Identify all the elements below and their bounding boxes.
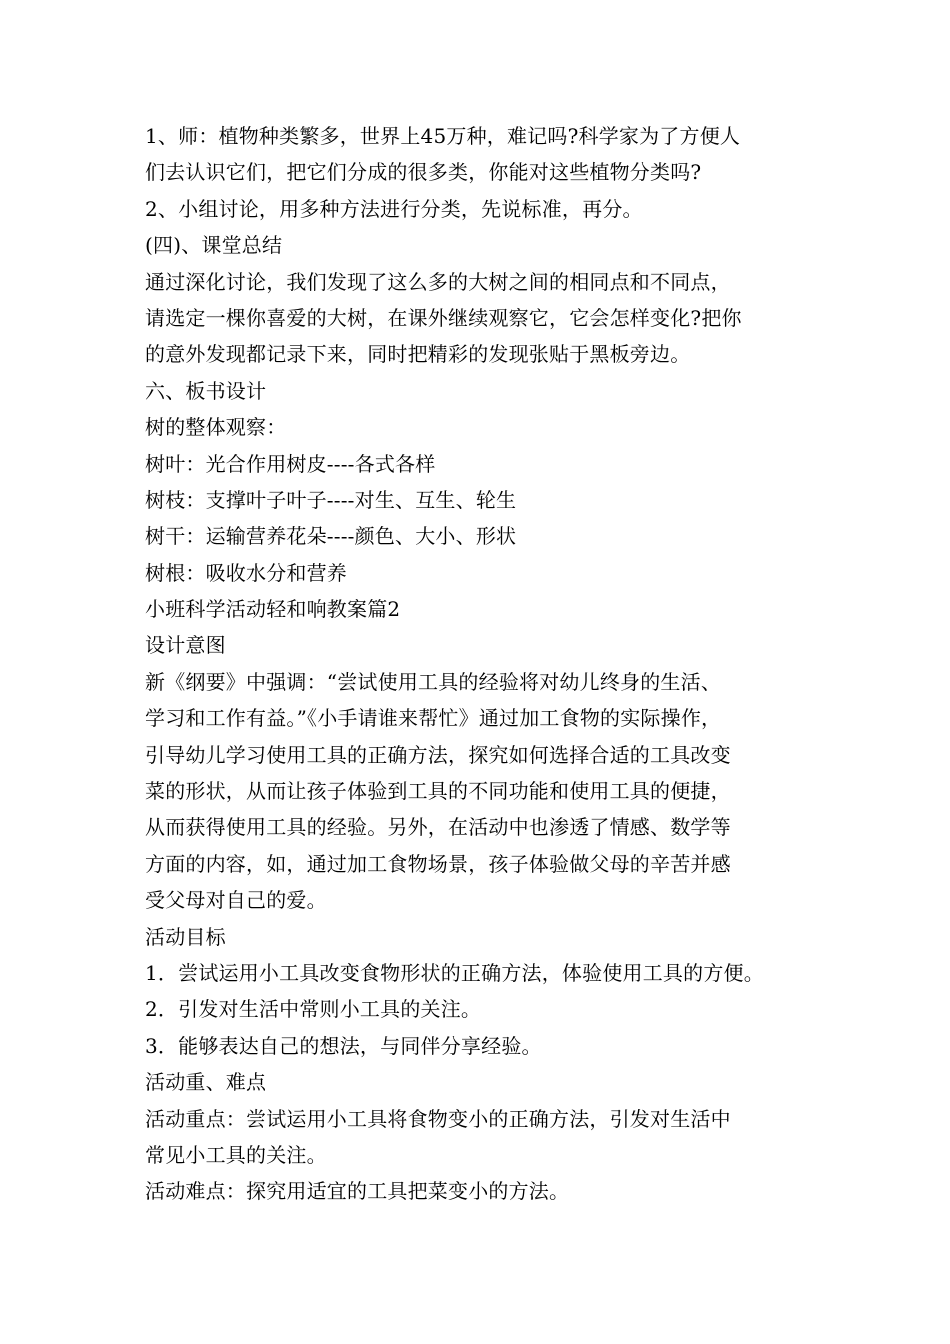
text-line: 菜的形状，从而让孩子体验到工具的不同功能和使用工具的便捷， (145, 779, 731, 804)
section-heading: (四)、课堂总结 (145, 233, 283, 258)
section-heading: 活动重、难点 (145, 1070, 267, 1095)
text-line: 学习和工作有益。”《小手请谁来帮忙》通过加工食物的实际操作， (145, 706, 722, 731)
text-line: 1、师：植物种类繁多，世界上45万种，难记吗?科学家为了方便人 (145, 124, 741, 148)
text-line: 常见小工具的关注。 (145, 1142, 327, 1167)
text-line: 从而获得使用工具的经验。另外，在活动中也渗透了情感、数学等 (145, 815, 731, 840)
text-line: 新《纲要》中强调：“尝试使用工具的经验将对幼儿终身的生活、 (145, 669, 722, 694)
text-line: 树的整体观察： (145, 415, 287, 440)
text-line: 树枝：支撑叶子叶子----对生、互生、轮生 (145, 487, 517, 512)
text-line: 方面的内容，如，通过加工食物场景，孩子体验做父母的辛苦并感 (145, 851, 731, 876)
text-line: 2．引发对生活中常则小工具的关注。 (145, 997, 482, 1022)
text-line: 2、小组讨论，用多种方法进行分类，先说标准，再分。 (145, 196, 643, 221)
section-heading: 小班科学活动轻和响教案篇2 (145, 597, 401, 622)
text-line: 活动重点：尝试运用小工具将食物变小的正确方法，引发对生活中 (145, 1106, 731, 1131)
text-line: 请选定一棵你喜爱的大树，在课外继续观察它，它会怎样变化?把你 (145, 305, 742, 330)
text-line: 受父母对自己的爱。 (145, 888, 327, 913)
text-line: 树叶：光合作用树皮----各式各样 (145, 451, 436, 476)
text-line: 树干：运输营养花朵----颜色、大小、形状 (145, 524, 517, 549)
document-body (145, 118, 835, 1210)
text-line: 们去认识它们，把它们分成的很多类，你能对这些植物分类吗? (145, 160, 702, 185)
text-line: 树根：吸收水分和营养 (145, 560, 347, 585)
text-line: 通过深化讨论，我们发现了这么多的大树之间的相同点和不同点， (145, 269, 731, 294)
text-line: 的意外发现都记录下来，同时把精彩的发现张贴于黑板旁边。 (145, 342, 691, 367)
section-heading: 活动目标 (145, 924, 226, 949)
text-line: 3．能够表达自己的想法，与同伴分享经验。 (145, 1033, 542, 1058)
text-line: 引导幼儿学习使用工具的正确方法，探究如何选择合适的工具改变 (145, 742, 731, 767)
text-line: 活动难点：探究用适宜的工具把菜变小的方法。 (145, 1179, 570, 1204)
text-line: 1．尝试运用小工具改变食物形状的正确方法，体验使用工具的方便。 (145, 960, 764, 985)
section-heading: 设计意图 (145, 633, 226, 658)
section-heading: 六、板书设计 (145, 378, 267, 403)
